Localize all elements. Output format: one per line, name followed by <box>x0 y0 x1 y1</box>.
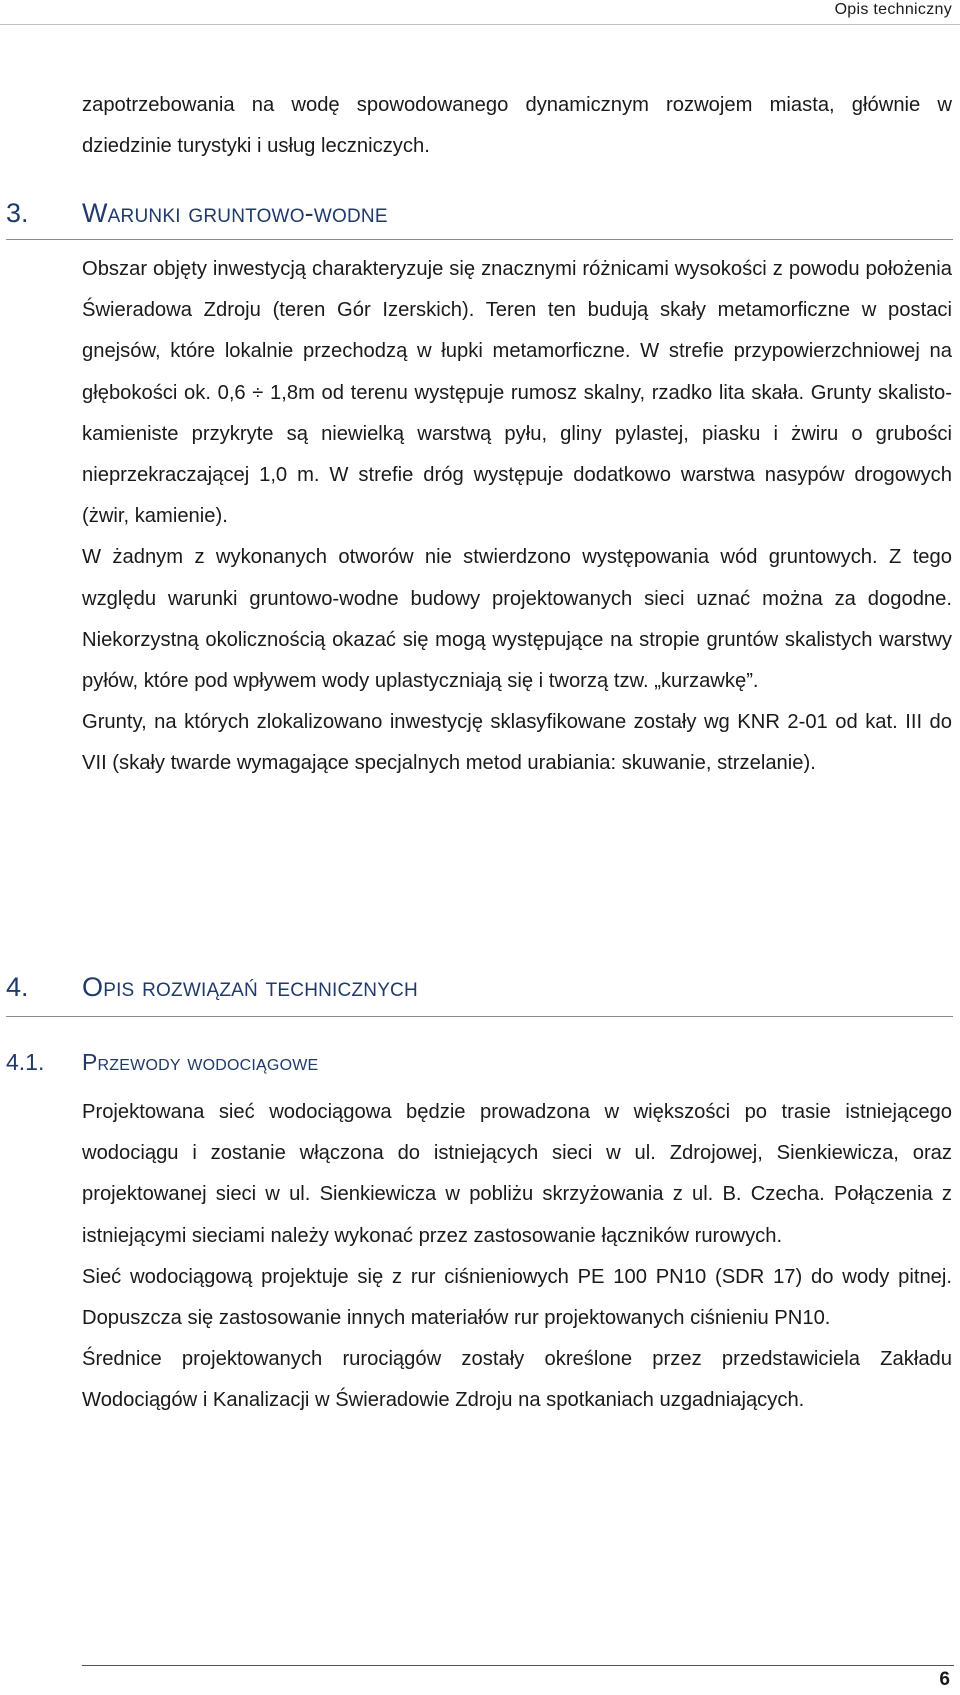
section-3-body <box>82 249 952 785</box>
header-divider <box>0 24 960 25</box>
continued-paragraph <box>82 85 952 167</box>
section-4-1-heading <box>0 1047 960 1081</box>
paragraph: Projektowana sieć wodociągowa będzie prowadzona w większości po trasie istniejącego wodociągu i zostanie włączona do istniejących sieci w ul. Zdrojowej, Sienkiewicza, oraz projektowanej sieci w ul. Sienkiewicza w pobliżu skrzyżowania z ul. B. Czecha. Połączenia z istniejącymi sieciami należy wykonać przez zastosowanie łączników rurowych. <box>82 1101 952 1247</box>
section-3-heading <box>0 196 960 240</box>
paragraph: Średnice projektowanych rurociągów zostały określone przez przedstawiciela Zakładu Wodociągów i Kanalizacji w Świeradowie Zdroju na spotkaniach uzgadniających. <box>82 1348 952 1412</box>
paragraph: W żadnym z wykonanych otworów nie stwierdzono występowania wód gruntowych. Z tego względu warunki gruntowo-wodne budowy projektowanych sieci uznać można za dogodne. Niekorzystną okolicznością okazać się mogą występujące na stropie gruntów skalistych warstwy pyłów, które pod wpływem wody uplastyczniają się i tworzą tzw. „kurzawkę”. <box>82 546 952 693</box>
section-title: Warunki gruntowo-wodne <box>82 198 388 228</box>
paragraph: Grunty, na których zlokalizowano inwestycję sklasyfikowane zostały wg KNR 2-01 od kat. III do VII (skały twarde wymagające specjalnych metod urabiania: skuwanie, strzelanie). <box>82 711 952 775</box>
paragraph: Obszar objęty inwestycją charakteryzuje się znacznymi różnicami wysokości z powodu położenia Świeradowa Zdroju (teren Gór Izerskich). Teren ten budują skały metamorficzne w postaci gnejsów, które lokalnie przechodzą w łupki metamorficzne. W strefie przypowierzchniowej na głębokości ok. 0,6 ÷ 1,8m od terenu występuje rumosz skalny, rzadko lita skała. Grunty skalisto-kamieniste przykryte są niewielką warstwą pyłu, gliny pylastej, piasku i żwiru o grubości nieprzekraczającej 1,0 m. W strefie dróg występuje dodatkowo warstwa nasypów drogowych (żwir, kamienie). <box>82 258 952 528</box>
heading-rule <box>6 239 953 240</box>
page-number: 6 <box>939 1669 950 1690</box>
section-number: 4. <box>6 972 29 1002</box>
section-title: Przewody wodociągowe <box>82 1049 319 1075</box>
section-number: 3. <box>6 198 29 228</box>
heading-rule <box>6 1016 953 1017</box>
footer-divider <box>82 1665 954 1666</box>
section-title: Opis rozwiązań technicznych <box>82 972 418 1002</box>
section-number: 4.1. <box>6 1049 45 1075</box>
section-4-heading <box>0 970 960 1016</box>
section-4-1-body <box>82 1092 952 1422</box>
paragraph: Sieć wodociągową projektuje się z rur ciśnieniowych PE 100 PN10 (SDR 17) do wody pitnej. Dopuszcza się zastosowanie innych materiałów rur projektowanych ciśnieniu PN10. <box>82 1265 952 1330</box>
header-label: Opis techniczny <box>834 1 952 18</box>
paragraph: zapotrzebowania na wodę spowodowanego dynamicznym rozwojem miasta, głównie w dziedzinie turystyki i usług leczniczych. <box>82 94 952 158</box>
